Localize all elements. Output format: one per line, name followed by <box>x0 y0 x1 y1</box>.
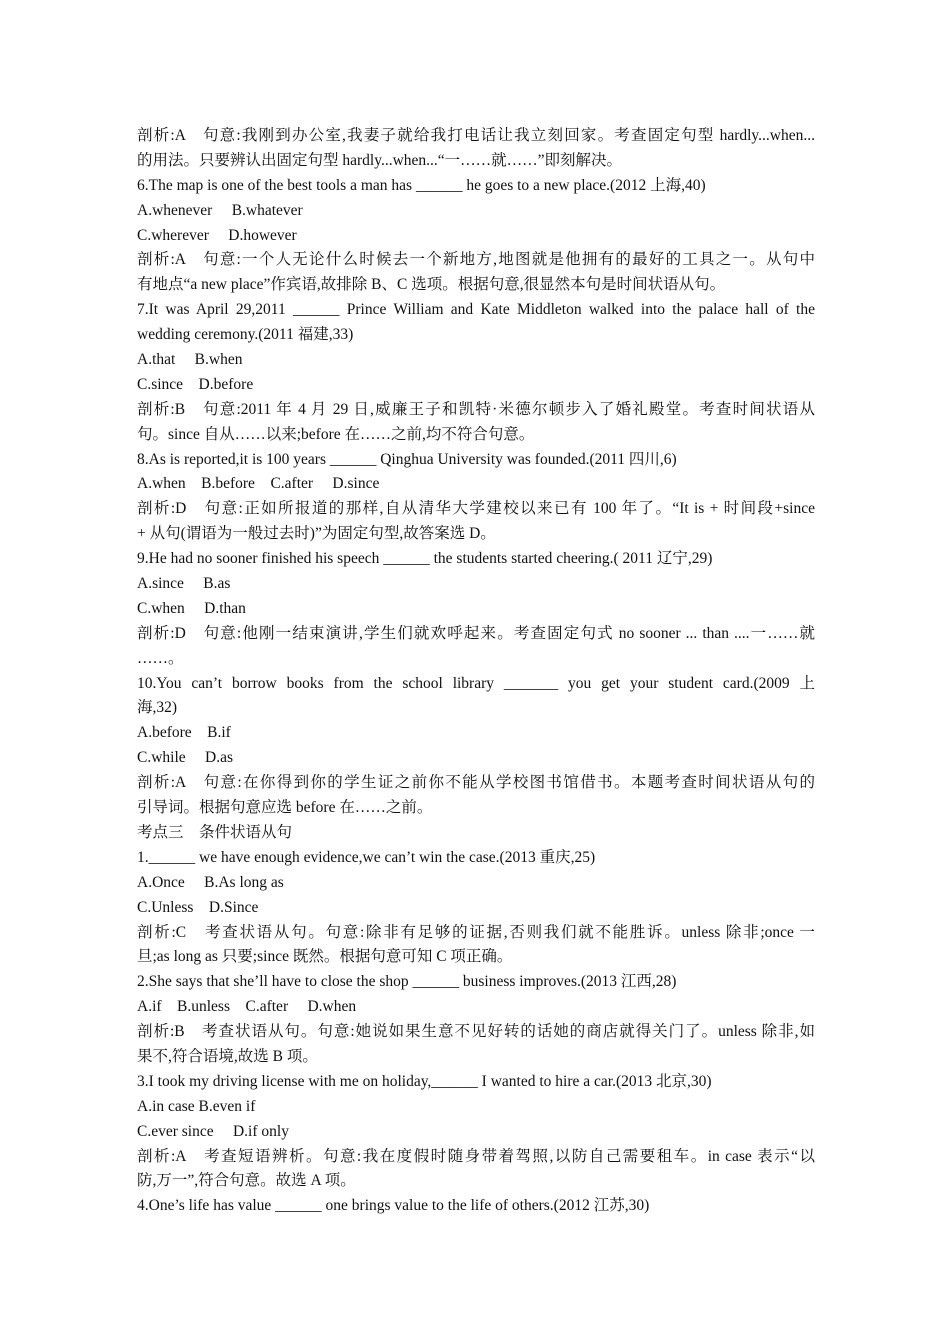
text-line: 剖析:D 句意:他刚一结束演讲,学生们就欢呼起来。考查固定句式 no sooner ... than ....一……就 <box>137 624 815 642</box>
text-line: C.Unless D.Since <box>137 898 259 916</box>
text-line: 剖析:A 句意:我刚到办公室,我妻子就给我打电话让我立刻回家。考查固定句型 hardly...when... <box>137 127 815 144</box>
text-line: 剖析:C 考查状语从句。句意:除非有足够的证据,否则我们就不能胜诉。unless 除非;once 一 <box>137 923 815 941</box>
text-line: 的用法。只要辨认出固定句型 hardly...when...“一……就……”即刻解决。 <box>137 151 623 169</box>
text-line: 剖析:B 考查状语从句。句意:她说如果生意不见好转的话她的商店就得关门了。unless 除非,如 <box>137 1023 815 1041</box>
text-line: 句。since 自从……以来;before 在……之前,均不符合句意。 <box>137 425 535 443</box>
text-line: 考点三 条件状语从句 <box>137 823 293 841</box>
text-line: 7.It was April 29,2011 ______ Prince William and Kate Middleton walked into the palace hall of the <box>137 301 815 319</box>
text-line: wedding ceremony.(2011 福建,33) <box>137 326 354 344</box>
text-line: 9.He had no sooner finished his speech ______ the students started cheering.( 2011 辽宁,29) <box>137 550 713 568</box>
text-line: 果不,符合语境,故选 B 项。 <box>137 1047 318 1065</box>
text-line: A.since B.as <box>137 575 231 593</box>
document-page <box>137 124 815 1219</box>
text-line: A.in case B.even if <box>137 1097 256 1115</box>
text-line: A.before B.if <box>137 724 231 742</box>
text-line: 剖析:A 考查短语辨析。句意:我在度假时随身带着驾照,以防自己需要租车。in case 表示“以 <box>137 1147 815 1165</box>
text-line: C.ever since D.if only <box>137 1122 289 1140</box>
text-line: 4.One’s life has value ______ one brings value to the life of others.(2012 江苏,30) <box>137 1197 650 1215</box>
text-line: A.Once B.As long as <box>137 873 284 891</box>
text-line: 2.She says that she’ll have to close the shop ______ business improves.(2013 江西,28) <box>137 973 677 991</box>
text-line: + 从句(谓语为一般过去时)”为固定句型,故答案选 D。 <box>137 525 496 543</box>
text-line: 10.You can’t borrow books from the school library _______ you get your student card.(2009 上 <box>137 674 815 692</box>
text-line: 3.I took my driving license with me on holiday,______ I wanted to hire a car.(2013 北京,30) <box>137 1072 712 1090</box>
text-line: C.while D.as <box>137 749 234 767</box>
text-line: C.when D.than <box>137 599 246 617</box>
text-line: 旦;as long as 只要;since 既然。根据句意可知 C 项正确。 <box>137 948 513 966</box>
text-line: C.since D.before <box>137 375 254 393</box>
text-line: A.that B.when <box>137 351 243 369</box>
text-line: ……。 <box>137 649 184 667</box>
text-line: 海,32) <box>137 699 178 717</box>
text-line: 1.______ we have enough evidence,we can’t win the case.(2013 重庆,25) <box>137 848 596 866</box>
text-line: 引导词。根据句意应选 before 在……之前。 <box>137 799 433 817</box>
text-line: 剖析:D 句意:正如所报道的那样,自从清华大学建校以来已有 100 年了。“It is + 时间段+since <box>137 500 815 518</box>
text-line: A.when B.before C.after D.since <box>137 475 380 493</box>
text-line: 8.As is reported,it is 100 years ______ Qinghua University was founded.(2011 四川,6) <box>137 450 677 468</box>
text-line: A.whenever B.whatever <box>137 201 303 219</box>
text-line: C.wherever D.however <box>137 226 297 244</box>
text-line: 剖析:B 句意:2011 年 4 月 29 日,威廉王子和凯特·米德尔顿步入了婚礼殿堂。考查时间状语从 <box>137 400 815 418</box>
text-line: 剖析:A 句意:一个人无论什么时候去一个新地方,地图就是他拥有的最好的工具之一。从句中 <box>137 251 815 269</box>
text-line: 防,万一”,符合句意。故选 A 项。 <box>137 1172 356 1190</box>
text-line: 6.The map is one of the best tools a man has ______ he goes to a new place.(2012 上海,40) <box>137 176 706 194</box>
text-line: 有地点“a new place”作宾语,故排除 B、C 选项。根据句意,很显然本句是时间状语从句。 <box>137 276 726 294</box>
text-line: 剖析:A 句意:在你得到你的学生证之前你不能从学校图书馆借书。本题考查时间状语从句的 <box>137 774 815 792</box>
text-line: A.if B.unless C.after D.when <box>137 998 357 1016</box>
